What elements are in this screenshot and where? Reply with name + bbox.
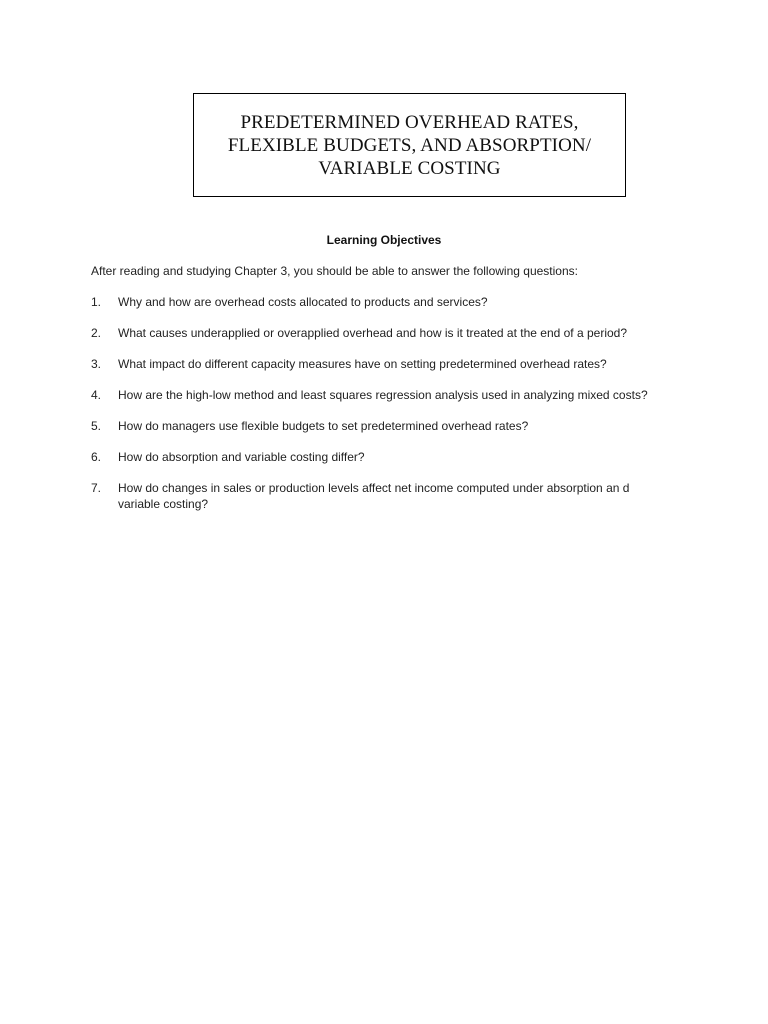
objective-text: What causes underapplied or overapplied overhead and how is it treated at the end of a period? [118, 326, 628, 340]
objective-number: 3. [91, 357, 102, 371]
chapter-title-line: FLEXIBLE BUDGETS, AND ABSORPTION/ [227, 134, 592, 156]
objective-text: What impact do different capacity measures have on setting predetermined overhead rates? [118, 357, 607, 371]
objective-item [91, 418, 691, 434]
objective-item [91, 294, 691, 310]
objective-number: 5. [91, 419, 102, 433]
objective-number: 7. [91, 481, 102, 495]
objective-number: 2. [91, 326, 102, 340]
objective-number: 1. [91, 295, 102, 309]
chapter-title-line: PREDETERMINED OVERHEAD RATES, [240, 111, 579, 133]
objective-text: How are the high-low method and least squares regression analysis used in analyzing mixed costs? [118, 388, 648, 402]
objective-text: How do changes in sales or production levels affect net income computed under absorption an d variable costing? [118, 481, 630, 511]
objective-item [91, 356, 691, 372]
objective-text: How do managers use flexible budgets to set predetermined overhead rates? [118, 419, 529, 433]
objective-item [91, 449, 691, 465]
objective-text: How do absorption and variable costing differ? [118, 450, 365, 464]
learning-objectives-heading: Learning Objectives [326, 233, 442, 247]
objective-item [91, 480, 691, 512]
objective-number: 6. [91, 450, 102, 464]
objective-number: 4. [91, 388, 102, 402]
objective-text: Why and how are overhead costs allocated to products and services? [118, 295, 488, 309]
learning-objectives-list [91, 294, 691, 527]
objective-item [91, 387, 691, 403]
objective-item [91, 325, 691, 341]
chapter-title-box [193, 93, 626, 197]
intro-paragraph: After reading and studying Chapter 3, you should be able to answer the following questions: [91, 264, 578, 278]
chapter-title-line: VARIABLE COSTING [318, 157, 501, 179]
